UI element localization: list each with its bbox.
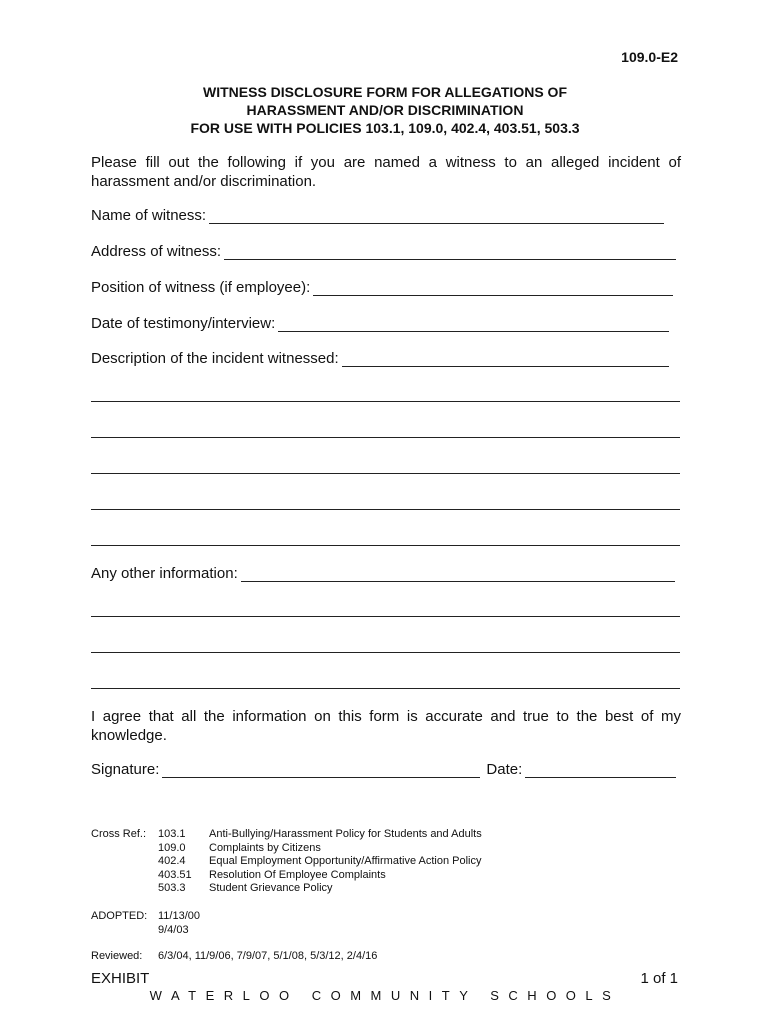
other-information-field[interactable] (91, 565, 675, 582)
cross-ref-title: Complaints by Citizens (209, 841, 321, 854)
other-line-1[interactable] (91, 615, 680, 617)
witness-address-label: Address of witness: (91, 243, 222, 260)
cross-ref-code: 402.4 (158, 855, 186, 867)
organization-name: WATERLOO COMMUNITY SCHOOLS (149, 988, 621, 1003)
reviewed-block (91, 950, 377, 964)
reviewed-dates: 6/3/04, 11/9/06, 7/9/07, 5/1/08, 5/3/12, 2/4/16 (158, 950, 378, 962)
adopted-label: ADOPTED: (91, 910, 148, 922)
witness-position-field[interactable] (91, 279, 673, 296)
witness-position-label: Position of witness (if employee): (91, 279, 311, 296)
title-line-1: WITNESS DISCLOSURE FORM FOR ALLEGATIONS OF (203, 84, 567, 100)
witness-name-field[interactable] (91, 207, 664, 224)
cross-reference (91, 828, 482, 896)
adopted-block (91, 910, 200, 937)
form-code: 109.0-E2 (621, 49, 678, 65)
witness-address-line[interactable] (224, 245, 676, 260)
cross-ref-code: 103.1 (158, 828, 186, 840)
date-line[interactable] (525, 763, 676, 778)
witness-position-line[interactable] (313, 281, 673, 296)
exhibit-label: EXHIBIT (91, 970, 150, 987)
description-line-5[interactable] (91, 544, 680, 546)
cross-ref-title: Resolution Of Employee Complaints (209, 868, 386, 881)
intro-paragraph: Please fill out the following if you are named a witness to an alleged incident of harassment and/or discrimination. (91, 154, 681, 190)
title-line-3: FOR USE WITH POLICIES 103.1, 109.0, 402.4, 403.51, 503.3 (190, 120, 580, 136)
incident-description-line[interactable] (342, 352, 669, 367)
form-title (90, 83, 680, 137)
description-line-4[interactable] (91, 508, 680, 510)
witness-name-label: Name of witness: (91, 207, 207, 224)
cross-ref-code: 109.0 (158, 841, 186, 854)
cross-ref-label: Cross Ref.: (91, 828, 147, 840)
testimony-date-field[interactable] (91, 315, 669, 332)
adopted-date: 9/4/03 (158, 923, 189, 936)
testimony-date-label: Date of testimony/interview: (91, 315, 276, 332)
signature-field[interactable] (91, 761, 676, 778)
signature-line[interactable] (162, 763, 480, 778)
title-line-2: HARASSMENT AND/OR DISCRIMINATION (246, 102, 524, 118)
description-line-2[interactable] (91, 436, 680, 438)
cross-ref-title: Anti-Bullying/Harassment Policy for Students and Adults (209, 828, 482, 840)
witness-name-line[interactable] (209, 209, 664, 224)
other-information-label: Any other information: (91, 565, 238, 582)
description-line-1[interactable] (91, 400, 680, 402)
other-information-line[interactable] (241, 567, 675, 582)
other-line-2[interactable] (91, 651, 680, 653)
incident-description-label: Description of the incident witnessed: (91, 350, 339, 367)
other-line-3[interactable] (91, 687, 680, 689)
cross-ref-title: Equal Employment Opportunity/Affirmative Action Policy (209, 855, 482, 867)
reviewed-label: Reviewed: (91, 950, 143, 962)
adopted-date: 11/13/00 (158, 910, 201, 922)
incident-description-field[interactable] (91, 350, 669, 367)
testimony-date-line[interactable] (278, 317, 669, 332)
date-label: Date: (486, 761, 523, 778)
signature-label: Signature: (91, 761, 160, 778)
cross-ref-code: 503.3 (158, 882, 186, 894)
agreement-paragraph: I agree that all the information on this form is accurate and true to the best of my knowledge. (91, 708, 681, 744)
description-line-3[interactable] (91, 472, 680, 474)
cross-ref-title: Student Grievance Policy (209, 882, 333, 894)
page-number: 1 of 1 (640, 970, 678, 987)
cross-ref-code: 403.51 (158, 868, 192, 881)
witness-address-field[interactable] (91, 243, 676, 260)
